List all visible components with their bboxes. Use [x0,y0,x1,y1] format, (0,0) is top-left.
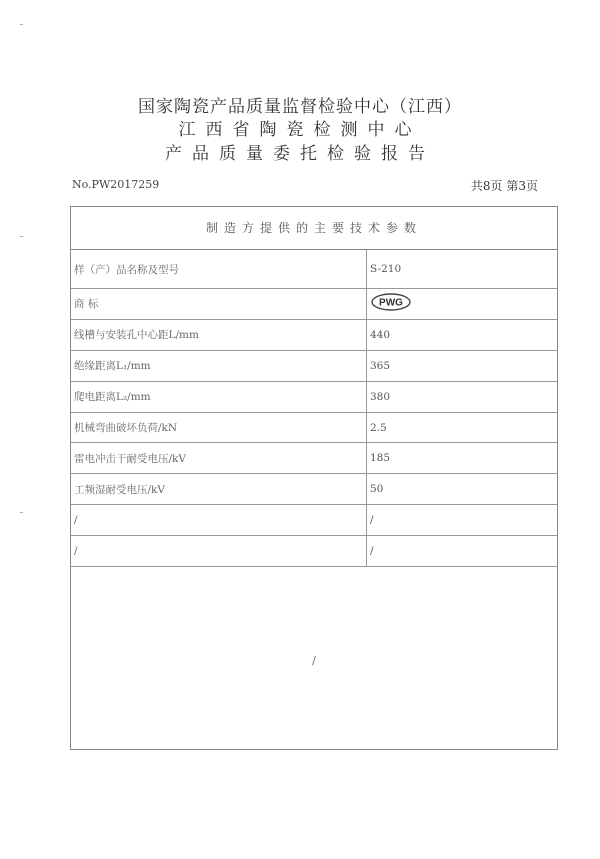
report-header [0,96,600,166]
table-row [71,250,557,289]
param-value: 185 [367,443,558,474]
remark-slash: / [312,654,316,667]
page-info: 共8页 第3页 [470,179,538,193]
param-value: 440 [367,319,558,350]
table-row [71,350,557,381]
param-name: 爬电距离L₂/mm [71,381,367,412]
param-name: / [71,536,367,567]
param-value: 380 [367,381,558,412]
param-name: 商 标 [71,289,367,320]
table-row [71,289,557,320]
param-name: 工频湿耐受电压/kV [71,474,367,505]
table-row [71,443,557,474]
param-name: 线槽与安装孔中心距L/mm [71,319,367,350]
param-value: 50 [367,474,558,505]
scan-mark [20,512,23,513]
report-number: No.PW2017259 [72,178,160,191]
parameter-sheet [70,206,558,750]
param-name: 机械弯曲破坏负荷/kN [71,412,367,443]
table-row [71,536,557,567]
parameter-table [71,250,557,567]
table-row [71,505,557,536]
param-value: 2.5 [367,412,558,443]
param-name: / [71,505,367,536]
brand-logo-text: PWG [379,297,403,309]
header-line-3: 产品质量委托检验报告 [165,144,435,164]
param-value-brand [367,289,558,320]
sheet-title: 制造方提供的主要技术参数 [71,207,557,250]
param-name: 绝缘距离L₁/mm [71,350,367,381]
table-row [71,381,557,412]
param-value: / [367,536,558,567]
table-row [71,412,557,443]
scan-mark [20,236,23,237]
brand-logo [370,292,412,315]
scan-mark [20,24,23,25]
table-row [71,474,557,505]
param-value: S-210 [367,250,558,289]
header-line-1: 国家陶瓷产品质量监督检验中心（江西） [138,97,462,117]
header-line-2: 江西省陶瓷检测中心 [178,120,422,140]
param-name: 样（产）品名称及型号 [71,250,367,289]
param-value: 365 [367,350,558,381]
table-row [71,319,557,350]
param-value: / [367,505,558,536]
param-name: 雷电冲击干耐受电压/kV [71,443,367,474]
